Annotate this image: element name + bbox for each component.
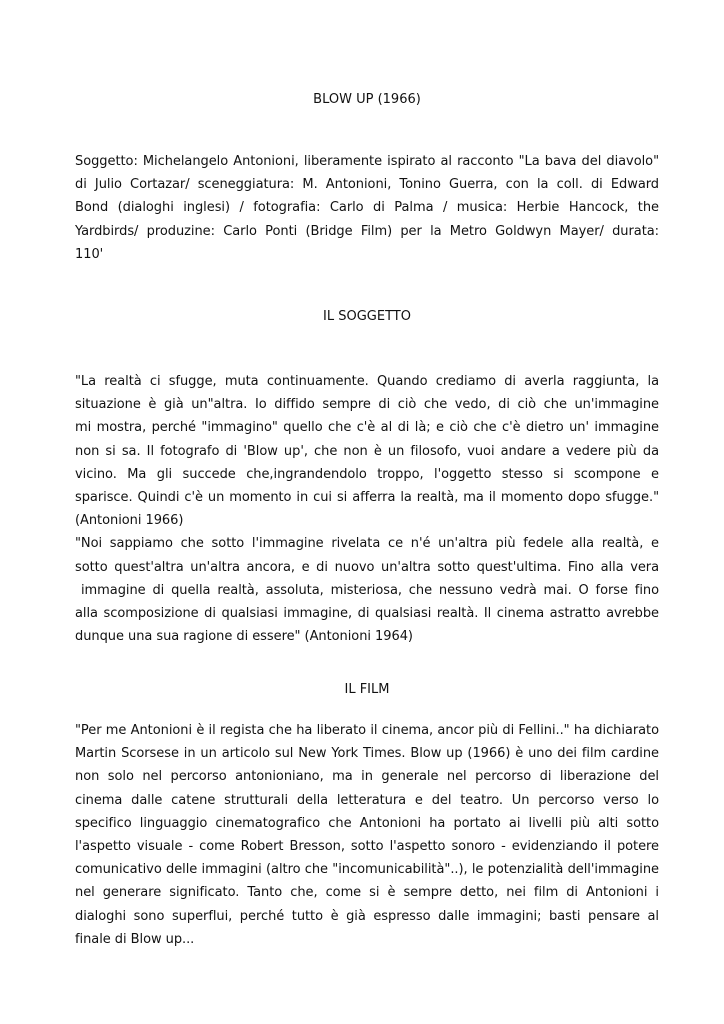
soggetto-line: mi mostra, perché "immagino" quello che c'è al di là; e ciò che c'è dietro un' immagine	[75, 420, 659, 436]
credits-line: di Julio Cortazar/ sceneggiatura: M. Antonioni, Tonino Guerra, con la coll. di Edward	[75, 177, 659, 193]
film-line: dialoghi sono superflui, perché tutto è già espresso dalle immagini; basti pensare al	[75, 908, 659, 924]
soggetto-line: situazione è già un"altra. Io diffido sempre di ciò che vedo, di ciò che un'immagine	[75, 397, 659, 413]
credits-paragraph	[75, 150, 659, 266]
document-title: BLOW UP (1966)	[313, 92, 421, 107]
soggetto-line: vicino. Ma gli succede che,ingrandendolo troppo, l'oggetto stesso si scompone e	[75, 466, 659, 482]
soggetto-line: alla scomposizione di qualsiasi immagine, di qualsiasi realtà. Il cinema astratto avrebbe	[75, 606, 659, 622]
soggetto-line: dunque una sua ragione di essere" (Antonioni 1964)	[75, 629, 413, 645]
film-paragraph	[75, 719, 659, 951]
film-line: Martin Scorsese in un articolo sul New York Times. Blow up (1966) è uno dei film cardine	[75, 746, 659, 762]
credits-line: 110'	[75, 246, 104, 262]
film-line: "Per me Antonioni è il regista che ha liberato il cinema, ancor più di Fellini.." ha dichiarato	[75, 723, 659, 738]
credits-line: Bond (dialoghi inglesi) / fotografia: Carlo di Palma / musica: Herbie Hancock, the	[75, 200, 659, 216]
film-line: l'aspetto visuale - come Robert Bresson, sotto l'aspetto sonoro - evidenziando il potere	[75, 839, 659, 855]
soggetto-line: non si sa. Il fotografo di 'Blow up', che non è un filosofo, vuoi andare a vedere più da	[75, 443, 659, 459]
soggetto-line: "La realtà ci sfugge, muta continuamente. Quando crediamo di averla raggiunta, la	[75, 374, 659, 389]
soggetto-line: sotto quest'altra un'altra ancora, e di nuovo un'altra sotto quest'ultima. Fino alla vera	[75, 559, 659, 575]
credits-line: Yardbirds/ produzine: Carlo Ponti (Bridge Film) per la Metro Goldwyn Mayer/ durata:	[75, 223, 659, 239]
film-line: non solo nel percorso antonioniano, ma in generale nel percorso di liberazione del	[75, 769, 659, 785]
film-line: finale di Blow up...	[75, 931, 195, 947]
soggetto-line: "Noi sappiamo che sotto l'immagine rivelata ce n'é un'altra più fedele alla realtà, e	[75, 536, 659, 552]
film-line: specifico linguaggio cinematografico che Antonioni ha portato ai livelli più alti sotto	[75, 815, 659, 831]
film-line: comunicativo delle immagini (altro che "incomunicabilità"..), le potenzialità dell'immagine	[75, 862, 659, 878]
soggetto-paragraph	[75, 370, 659, 648]
section-heading-soggetto: IL SOGGETTO	[323, 309, 411, 324]
film-line: nel generare significato. Tanto che, come si è sempre detto, nei film di Antonioni i	[75, 885, 659, 901]
soggetto-line: sparisce. Quindi c'è un momento in cui si afferra la realtà, ma il momento dopo sfugge."	[75, 490, 659, 506]
soggetto-line: (Antonioni 1966)	[75, 513, 184, 529]
film-line: cinema dalle catene strutturali della letteratura e del teatro. Un percorso verso lo	[75, 792, 659, 808]
soggetto-line: immagine di quella realtà, assoluta, misteriosa, che nessuno vedrà mai. O forse fino	[81, 582, 659, 598]
section-heading-film: IL FILM	[344, 682, 390, 697]
credits-line: Soggetto: Michelangelo Antonioni, liberamente ispirato al racconto "La bava del diavolo"	[75, 154, 659, 169]
